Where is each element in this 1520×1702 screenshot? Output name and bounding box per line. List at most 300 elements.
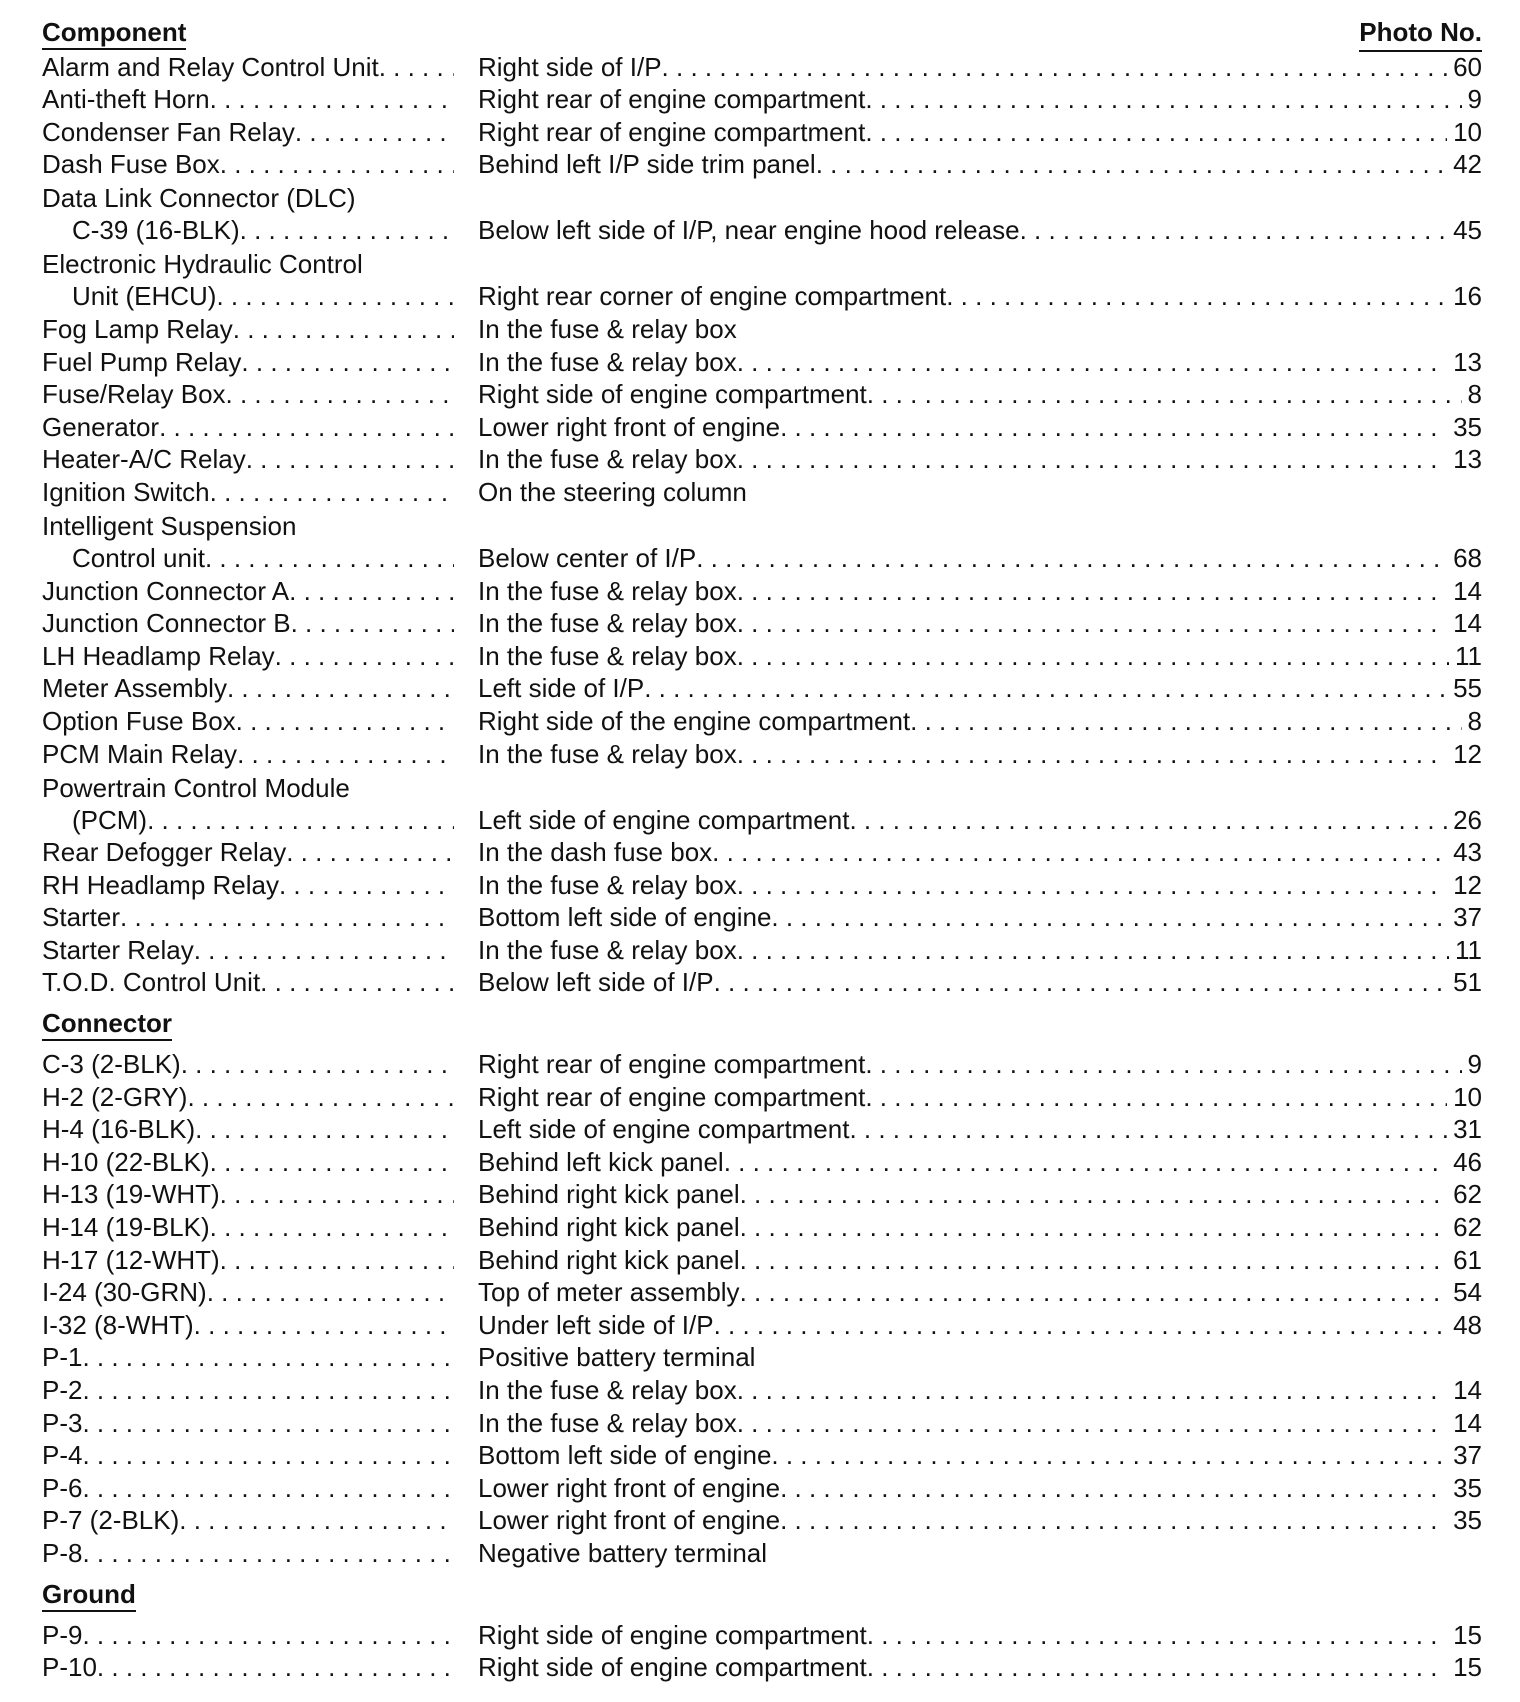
location-cell: [454, 1114, 1482, 1144]
component-cell: [42, 149, 454, 179]
photo-number: 60: [1453, 51, 1482, 82]
component-cell: [42, 182, 454, 245]
dot-leader: [216, 281, 454, 311]
dot-leader: [696, 543, 1447, 573]
component-name-line: [42, 1245, 454, 1275]
location-text: In the fuse & relay box: [478, 313, 737, 344]
photo-number: 8: [1467, 705, 1482, 736]
dot-leader: [289, 576, 454, 606]
location-cell: [454, 706, 1482, 736]
location-text: Below center of I/P: [478, 542, 697, 573]
dot-leader: [724, 1147, 1447, 1177]
location-text: Right side of I/P: [478, 51, 662, 82]
dot-leader: [740, 1179, 1447, 1209]
location-text: In the fuse & relay box: [478, 869, 737, 900]
dot-leader: [82, 1342, 454, 1372]
location-text: Behind left I/P side trim panel: [478, 149, 816, 180]
photo-number: 9: [1467, 84, 1482, 115]
table-row: [42, 835, 1482, 868]
component-cell: [42, 1245, 454, 1275]
component-name-line: [42, 1147, 454, 1177]
component-cell: [42, 1179, 454, 1209]
component-name-continued: (PCM): [72, 804, 148, 835]
table-row: [42, 900, 1482, 933]
location-text: Right side of engine compartment: [478, 1619, 867, 1650]
component-name: Anti-theft Horn: [42, 84, 210, 115]
component-name-line: [42, 837, 454, 867]
component-cell: [42, 379, 454, 409]
table-row: [42, 147, 1482, 180]
location-cell: [454, 314, 1482, 344]
photo-number: 15: [1453, 1652, 1482, 1683]
table-row: [42, 1275, 1482, 1308]
component-cell: [42, 608, 454, 638]
photo-number: 11: [1455, 640, 1482, 671]
dot-leader: [865, 117, 1447, 147]
section-title: Connector: [42, 1008, 172, 1041]
dot-leader: [737, 444, 1447, 474]
location-text: Left side of engine compartment: [478, 1114, 850, 1145]
table-row: [42, 1079, 1482, 1112]
dot-leader: [867, 1652, 1447, 1682]
component-name-line: [42, 706, 454, 736]
dot-leader: [946, 281, 1447, 311]
section: [42, 49, 1482, 997]
location-text: Left side of engine compartment: [478, 804, 850, 835]
dot-leader: [82, 1620, 454, 1650]
component-name: Fuel Pump Relay: [42, 346, 242, 377]
dot-leader: [737, 935, 1449, 965]
component-cell: [42, 1620, 454, 1650]
dot-leader: [210, 477, 454, 507]
dot-leader: [233, 314, 454, 344]
component-name-line: [42, 379, 454, 409]
photo-number: 37: [1453, 902, 1482, 933]
location-cell: [454, 967, 1482, 997]
location-cell: [454, 1408, 1482, 1438]
component-name-continued: C-39 (16-BLK): [72, 215, 240, 246]
table-row: [42, 867, 1482, 900]
component-name: Ignition Switch: [42, 476, 210, 507]
component-name: H-13 (19-WHT): [42, 1179, 220, 1210]
component-name-line: [42, 935, 454, 965]
table-row: [42, 1617, 1482, 1650]
component-name: LH Headlamp Relay: [42, 640, 275, 671]
location-text: Positive battery terminal: [478, 1342, 756, 1373]
component-name-line: [42, 1277, 454, 1307]
photo-number: 12: [1453, 738, 1482, 769]
component-cell: [42, 1505, 454, 1535]
dot-leader: [246, 444, 454, 474]
photo-number: 15: [1453, 1619, 1482, 1650]
location-text: Below left side of I/P, near engine hood release: [478, 215, 1020, 246]
photo-number: 10: [1453, 1081, 1482, 1112]
photo-number: 35: [1453, 1472, 1482, 1503]
component-name-line: [42, 739, 454, 769]
component-name-line: [42, 52, 454, 82]
component-cell: [42, 837, 454, 867]
component-name-line: [42, 84, 454, 114]
component-name-line: [42, 1212, 454, 1242]
location-text: In the fuse & relay box: [478, 608, 737, 639]
photo-number: 26: [1453, 804, 1482, 835]
component-name-line: [42, 1179, 454, 1209]
component-name-line: [42, 641, 454, 671]
location-cell: [454, 117, 1482, 147]
component-name-line: [42, 215, 454, 245]
photo-number-column-title: Photo No.: [1359, 16, 1482, 52]
component-name-line: [42, 347, 454, 377]
photo-number: 42: [1453, 149, 1482, 180]
dot-leader: [849, 1114, 1447, 1144]
dot-leader: [260, 967, 454, 997]
location-text: Bottom left side of engine: [478, 1440, 772, 1471]
location-text: Lower right front of engine: [478, 411, 781, 442]
component-name: Starter Relay: [42, 934, 194, 965]
dot-leader: [220, 1245, 454, 1275]
dot-leader: [780, 412, 1447, 442]
component-name: P-6: [42, 1472, 83, 1503]
photo-number: 13: [1453, 444, 1482, 475]
component-name: C-3 (2-BLK): [42, 1049, 181, 1080]
location-cell: [454, 1082, 1482, 1112]
section-heading: [42, 1007, 1482, 1040]
dot-leader: [237, 739, 454, 769]
component-cell: [42, 52, 454, 82]
location-text: Negative battery terminal: [478, 1537, 768, 1568]
location-cell: [454, 1505, 1482, 1535]
table-header: [42, 16, 1482, 49]
location-text: Behind right kick panel: [478, 1244, 740, 1275]
dot-leader: [712, 837, 1447, 867]
component-cell: [42, 1652, 454, 1682]
photo-number: 55: [1453, 673, 1482, 704]
component-cell: [42, 314, 454, 344]
location-text: Behind right kick panel: [478, 1179, 740, 1210]
table-row: [42, 1307, 1482, 1340]
component-cell: [42, 1440, 454, 1470]
component-locator-document: [42, 16, 1482, 1682]
component-name: T.O.D. Control Unit: [42, 967, 261, 998]
dot-leader: [220, 1179, 454, 1209]
table-row: [42, 1535, 1482, 1568]
dot-leader: [295, 117, 454, 147]
dot-leader: [662, 52, 1448, 82]
component-name-line: [42, 149, 454, 179]
location-cell: [454, 84, 1482, 114]
location-text: Behind right kick panel: [478, 1212, 740, 1243]
photo-number: 68: [1453, 542, 1482, 573]
dot-leader: [205, 543, 454, 573]
table-row: [42, 1503, 1482, 1536]
dot-leader: [210, 84, 454, 114]
dot-leader: [227, 673, 454, 703]
component-name: P-7 (2-BLK): [42, 1505, 180, 1536]
component-cell: [42, 641, 454, 671]
component-name: I-32 (8-WHT): [42, 1309, 194, 1340]
dot-leader: [849, 805, 1447, 835]
location-text: In the fuse & relay box: [478, 346, 737, 377]
dot-leader: [187, 1082, 454, 1112]
location-cell: [454, 543, 1482, 573]
dot-leader: [210, 1147, 454, 1177]
photo-number: 48: [1453, 1309, 1482, 1340]
component-name-line: [42, 805, 454, 835]
section-heading: [42, 1578, 1482, 1611]
photo-number: 12: [1453, 869, 1482, 900]
location-text: Top of meter assembly: [478, 1277, 740, 1308]
component-name: Starter: [42, 902, 121, 933]
photo-number: 10: [1453, 116, 1482, 147]
location-cell: [454, 379, 1482, 409]
location-cell: [454, 935, 1482, 965]
location-text: Below left side of I/P: [478, 967, 714, 998]
location-cell: [454, 149, 1482, 179]
dot-leader: [179, 1505, 454, 1535]
location-text: Bottom left side of engine: [478, 902, 772, 933]
component-name: H-2 (2-GRY): [42, 1081, 188, 1112]
dot-leader: [867, 1620, 1447, 1650]
component-name: Powertrain Control Module: [42, 772, 350, 803]
component-cell: [42, 1049, 454, 1079]
location-text: In the fuse & relay box: [478, 640, 737, 671]
location-cell: [454, 1212, 1482, 1242]
component-name: Data Link Connector (DLC): [42, 183, 356, 214]
component-name-line: [42, 870, 454, 900]
dot-leader: [737, 739, 1447, 769]
table-row: [42, 377, 1482, 410]
component-name: Electronic Hydraulic Control: [42, 249, 363, 280]
location-text: On the steering column: [478, 476, 747, 507]
photo-number: 14: [1453, 575, 1482, 606]
table-row: [42, 1372, 1482, 1405]
dot-leader: [195, 1114, 454, 1144]
location-text: In the fuse & relay box: [478, 444, 737, 475]
component-name-continued: Unit (EHCU): [72, 281, 217, 312]
component-name: Meter Assembly: [42, 673, 227, 704]
component-name-line: [42, 1049, 454, 1079]
component-cell: [42, 84, 454, 114]
table-row: [42, 573, 1482, 606]
location-cell: [454, 837, 1482, 867]
component-cell: [42, 1147, 454, 1177]
dot-leader: [780, 1505, 1447, 1535]
sections: [42, 49, 1482, 1682]
location-cell: [454, 739, 1482, 769]
location-cell: [454, 1179, 1482, 1209]
dot-leader: [740, 1245, 1447, 1275]
location-cell: [454, 1277, 1482, 1307]
component-name-line: [42, 1440, 454, 1470]
table-row: [42, 1144, 1482, 1177]
dot-leader: [737, 608, 1447, 638]
dot-leader: [82, 1408, 454, 1438]
dot-leader: [867, 379, 1462, 409]
location-cell: [454, 1147, 1482, 1177]
photo-number: 14: [1453, 608, 1482, 639]
component-name-line: [42, 576, 454, 606]
dot-leader: [644, 673, 1447, 703]
section: [42, 1007, 1482, 1568]
component-name: Alarm and Relay Control Unit: [42, 51, 379, 82]
component-name: RH Headlamp Relay: [42, 869, 279, 900]
location-text: In the fuse & relay box: [478, 1407, 737, 1438]
location-text: Right rear of engine compartment: [478, 1049, 866, 1080]
dot-leader: [714, 967, 1448, 997]
component-name-line: [42, 1652, 454, 1682]
component-cell: [42, 870, 454, 900]
component-cell: [42, 412, 454, 442]
location-text: In the fuse & relay box: [478, 934, 737, 965]
dot-leader: [737, 347, 1447, 377]
dot-leader: [120, 902, 454, 932]
location-cell: [454, 805, 1482, 835]
table-row: [42, 344, 1482, 377]
dot-leader: [771, 902, 1447, 932]
location-cell: [454, 1342, 1482, 1372]
location-text: In the fuse & relay box: [478, 575, 737, 606]
photo-number: 35: [1453, 1505, 1482, 1536]
component-name: PCM Main Relay: [42, 738, 238, 769]
photo-number: 35: [1453, 411, 1482, 442]
table-row: [42, 736, 1482, 769]
location-cell: [454, 1375, 1482, 1405]
component-name: P-9: [42, 1619, 83, 1650]
dot-leader: [210, 1212, 454, 1242]
photo-number: 62: [1453, 1179, 1482, 1210]
component-cell: [42, 347, 454, 377]
photo-number: 46: [1453, 1146, 1482, 1177]
table-row: [42, 507, 1482, 573]
component-name: Heater-A/C Relay: [42, 444, 246, 475]
component-name-line: [42, 1310, 454, 1340]
photo-number: 62: [1453, 1212, 1482, 1243]
location-cell: [454, 870, 1482, 900]
dot-leader: [159, 412, 454, 442]
photo-number: 13: [1453, 346, 1482, 377]
component-name-line: [42, 1505, 454, 1535]
table-row: [42, 311, 1482, 344]
table-row: [42, 245, 1482, 311]
photo-number: 8: [1467, 379, 1482, 410]
table-row: [42, 1046, 1482, 1079]
dot-leader: [865, 1049, 1461, 1079]
dot-leader: [910, 706, 1461, 736]
dot-leader: [226, 379, 454, 409]
dot-leader: [194, 1310, 454, 1340]
dot-leader: [194, 935, 454, 965]
component-name-line: [42, 1375, 454, 1405]
component-name: Rear Defogger Relay: [42, 837, 287, 868]
table-row: [42, 703, 1482, 736]
component-name: P-3: [42, 1407, 83, 1438]
table-row: [42, 114, 1482, 147]
dot-leader: [275, 641, 454, 671]
component-name: H-14 (19-BLK): [42, 1212, 210, 1243]
component-name-line: [42, 543, 454, 573]
component-cell: [42, 772, 454, 835]
dot-leader: [737, 576, 1447, 606]
photo-number: 45: [1453, 215, 1482, 246]
table-row: [42, 1209, 1482, 1242]
location-cell: [454, 1310, 1482, 1340]
location-cell: [454, 412, 1482, 442]
component-name: P-4: [42, 1440, 83, 1471]
location-cell: [454, 1652, 1482, 1682]
table-row: [42, 82, 1482, 115]
dot-leader: [241, 347, 454, 377]
table-row: [42, 49, 1482, 82]
table-row: [42, 1405, 1482, 1438]
table-row: [42, 409, 1482, 442]
dot-leader: [236, 706, 454, 736]
component-name: H-4 (16-BLK): [42, 1114, 196, 1145]
component-column-title: Component: [42, 17, 186, 50]
component-name-line: [42, 477, 454, 507]
component-name: Condenser Fan Relay: [42, 116, 295, 147]
dot-leader: [816, 149, 1447, 179]
component-name: Fog Lamp Relay: [42, 313, 233, 344]
component-name-continued: Control unit: [72, 542, 205, 573]
dot-leader: [714, 1310, 1448, 1340]
dot-leader: [207, 1277, 454, 1307]
table-row: [42, 1650, 1482, 1683]
component-name-line: [42, 608, 454, 638]
location-cell: [454, 444, 1482, 474]
location-cell: [454, 477, 1482, 507]
location-text: Left side of I/P: [478, 673, 645, 704]
table-row: [42, 1470, 1482, 1503]
component-name-line: [42, 1408, 454, 1438]
component-name-line: [42, 1342, 454, 1372]
table-row: [42, 442, 1482, 475]
dot-leader: [240, 215, 454, 245]
section-title: Ground: [42, 1579, 136, 1612]
location-text: Under left side of I/P: [478, 1309, 714, 1340]
dot-leader: [279, 870, 454, 900]
table-row: [42, 1438, 1482, 1471]
location-cell: [454, 608, 1482, 638]
component-cell: [42, 935, 454, 965]
component-cell: [42, 739, 454, 769]
component-name-line: [42, 444, 454, 474]
location-text: Lower right front of engine: [478, 1505, 781, 1536]
location-cell: [454, 1473, 1482, 1503]
location-cell: [454, 641, 1482, 671]
table-row: [42, 606, 1482, 639]
location-text: Right rear of engine compartment: [478, 1081, 866, 1112]
component-cell: [42, 1408, 454, 1438]
dot-leader: [82, 1440, 454, 1470]
table-row: [42, 1340, 1482, 1373]
component-cell: [42, 1342, 454, 1372]
photo-number: 43: [1453, 837, 1482, 868]
section: [42, 1578, 1482, 1682]
location-cell: [454, 902, 1482, 932]
component-cell: [42, 477, 454, 507]
photo-number: 37: [1453, 1440, 1482, 1471]
dot-leader: [737, 1408, 1447, 1438]
location-cell: [454, 673, 1482, 703]
component-name: I-24 (30-GRN): [42, 1277, 207, 1308]
location-cell: [454, 1620, 1482, 1650]
location-cell: [454, 281, 1482, 311]
dot-leader: [220, 149, 454, 179]
component-name: P-8: [42, 1537, 83, 1568]
location-text: Right side of the engine compartment: [478, 705, 911, 736]
component-cell: [42, 706, 454, 736]
component-cell: [42, 444, 454, 474]
